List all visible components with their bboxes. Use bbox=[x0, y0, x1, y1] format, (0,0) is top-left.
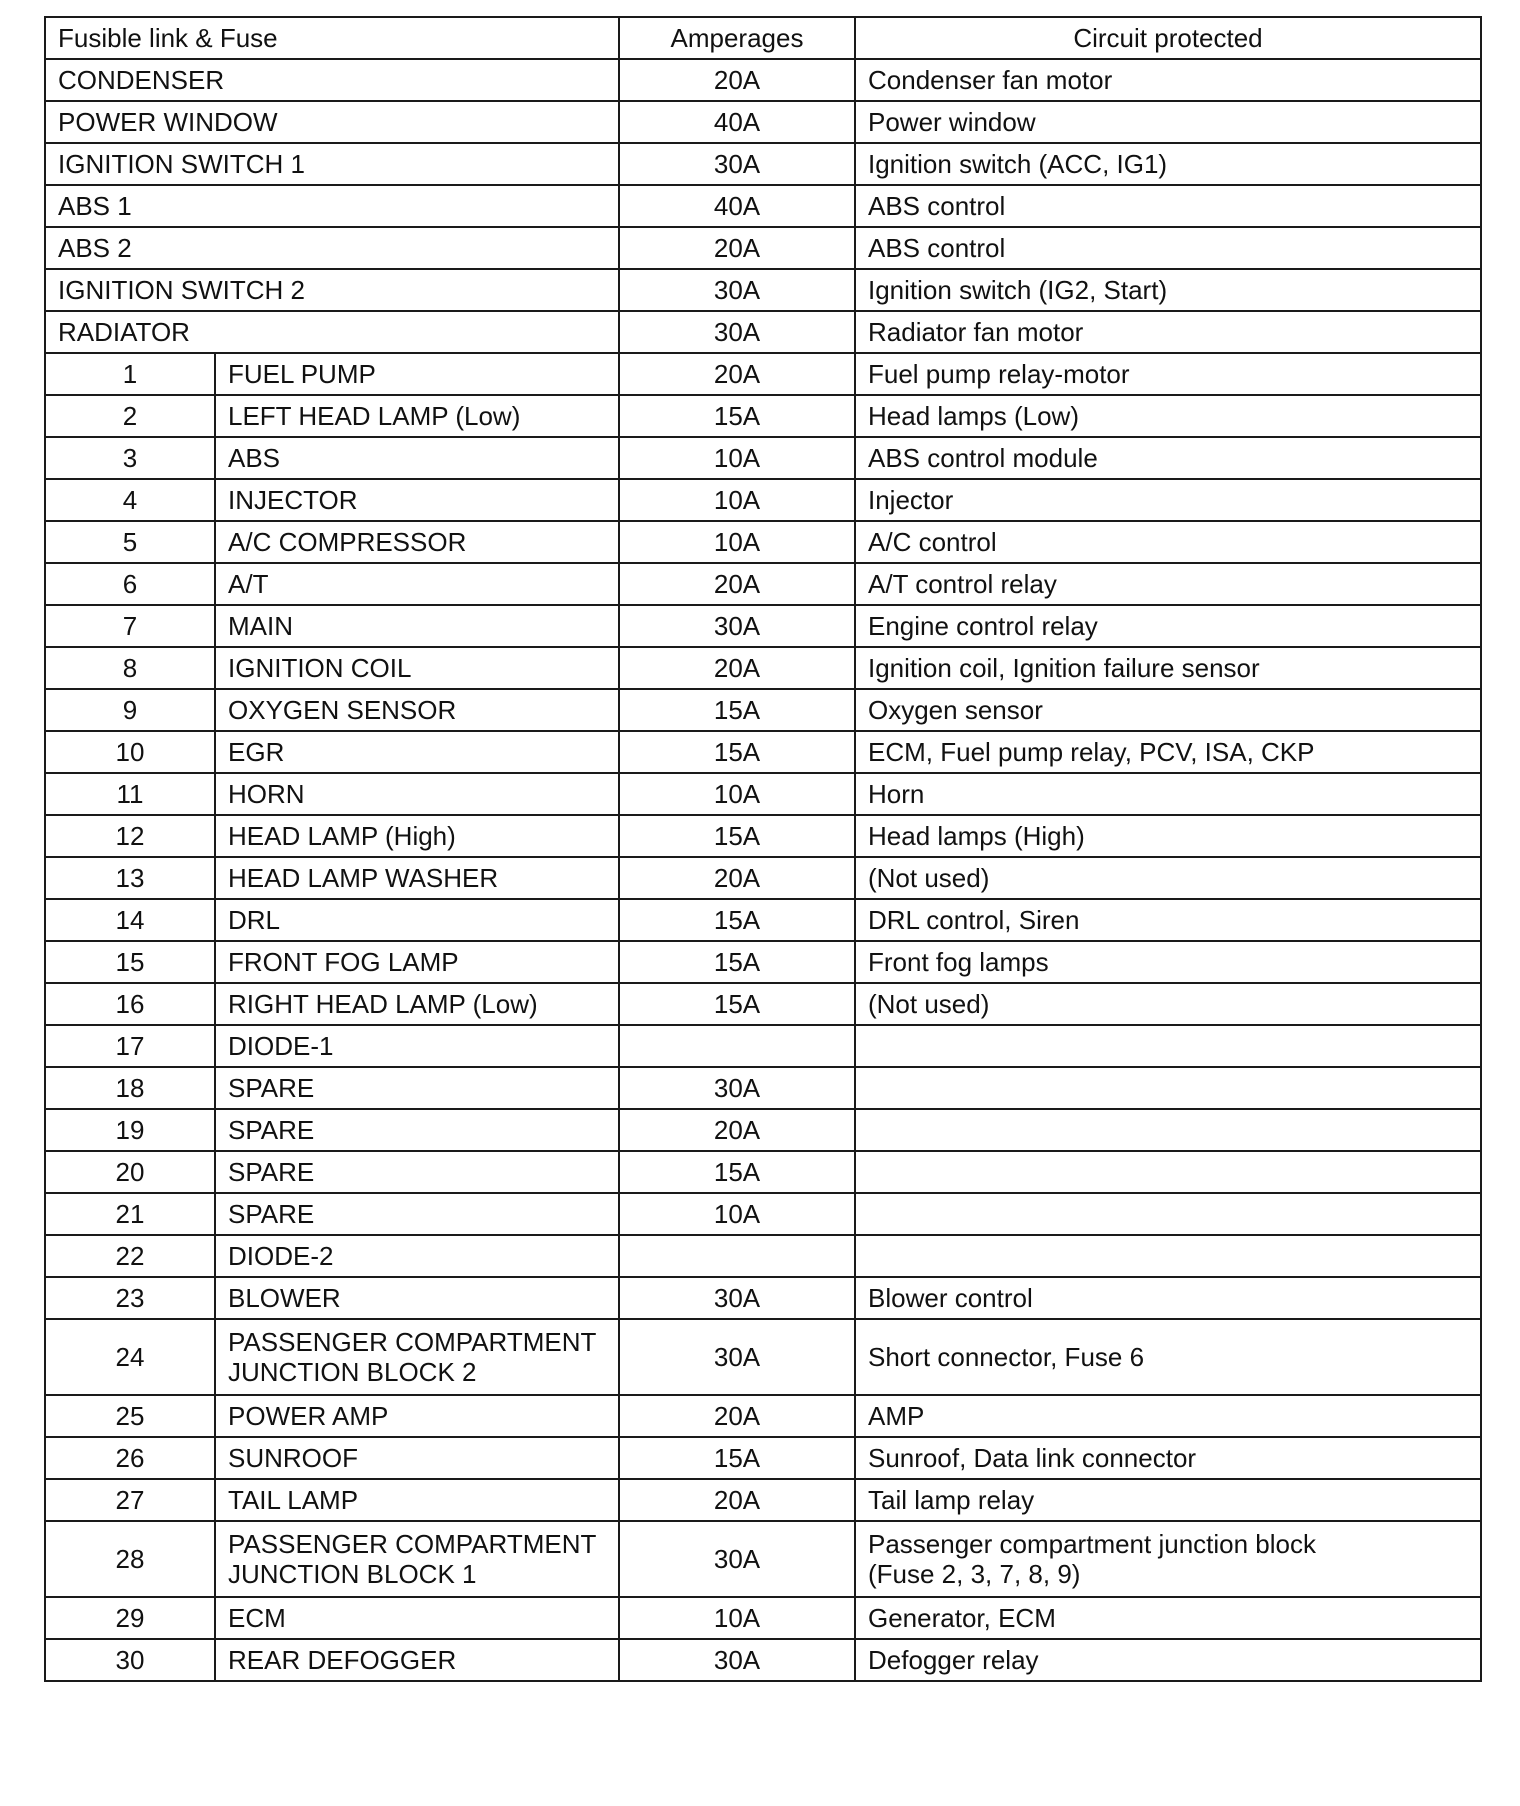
fuse-row bbox=[45, 1151, 1481, 1193]
fuse-amperage: 15A bbox=[619, 689, 855, 731]
fuse-name: EGR bbox=[215, 731, 619, 773]
fuse-number: 6 bbox=[45, 563, 215, 605]
link-amperage: 30A bbox=[619, 311, 855, 353]
fuse-amperage: 15A bbox=[619, 1151, 855, 1193]
fuse-circuit: Fuel pump relay-motor bbox=[855, 353, 1481, 395]
fuse-amperage: 15A bbox=[619, 731, 855, 773]
fuse-amperage: 10A bbox=[619, 521, 855, 563]
fuse-number: 16 bbox=[45, 983, 215, 1025]
fuse-number: 30 bbox=[45, 1639, 215, 1681]
fusible-link-row bbox=[45, 185, 1481, 227]
fuse-amperage: 20A bbox=[619, 353, 855, 395]
fuse-number: 22 bbox=[45, 1235, 215, 1277]
fuse-row bbox=[45, 773, 1481, 815]
fuse-row bbox=[45, 1025, 1481, 1067]
fuse-row bbox=[45, 1521, 1481, 1597]
link-name: ABS 1 bbox=[45, 185, 619, 227]
fuse-number: 12 bbox=[45, 815, 215, 857]
fuse-number: 18 bbox=[45, 1067, 215, 1109]
link-amperage: 30A bbox=[619, 269, 855, 311]
fuse-number: 1 bbox=[45, 353, 215, 395]
fuse-row bbox=[45, 1639, 1481, 1681]
link-circuit: Radiator fan motor bbox=[855, 311, 1481, 353]
fusible-link-row bbox=[45, 101, 1481, 143]
fuse-row bbox=[45, 437, 1481, 479]
link-amperage: 20A bbox=[619, 227, 855, 269]
fuse-name: A/C COMPRESSOR bbox=[215, 521, 619, 563]
fuse-circuit: Oxygen sensor bbox=[855, 689, 1481, 731]
fuse-amperage: 20A bbox=[619, 857, 855, 899]
fuse-number: 23 bbox=[45, 1277, 215, 1319]
header-fuse: Fusible link & Fuse bbox=[45, 17, 619, 59]
fuse-row bbox=[45, 1067, 1481, 1109]
fuse-name: RIGHT HEAD LAMP (Low) bbox=[215, 983, 619, 1025]
fuse-name: HORN bbox=[215, 773, 619, 815]
fuse-amperage: 20A bbox=[619, 647, 855, 689]
fusible-link-row bbox=[45, 269, 1481, 311]
fuse-number: 26 bbox=[45, 1437, 215, 1479]
fuse-circuit: Horn bbox=[855, 773, 1481, 815]
fuse-row bbox=[45, 1235, 1481, 1277]
fuse-circuit: Front fog lamps bbox=[855, 941, 1481, 983]
fuse-number: 17 bbox=[45, 1025, 215, 1067]
fuse-row bbox=[45, 479, 1481, 521]
fuse-name: PASSENGER COMPARTMENT JUNCTION BLOCK 2 bbox=[215, 1319, 619, 1395]
fuse-number: 7 bbox=[45, 605, 215, 647]
fuse-name: ABS bbox=[215, 437, 619, 479]
fuse-amperage: 15A bbox=[619, 941, 855, 983]
fuse-name: OXYGEN SENSOR bbox=[215, 689, 619, 731]
fuse-number: 13 bbox=[45, 857, 215, 899]
link-name: RADIATOR bbox=[45, 311, 619, 353]
fuse-circuit: A/C control bbox=[855, 521, 1481, 563]
fuse-circuit: ECM, Fuel pump relay, PCV, ISA, CKP bbox=[855, 731, 1481, 773]
fuse-number: 10 bbox=[45, 731, 215, 773]
fuse-number: 5 bbox=[45, 521, 215, 563]
fuse-circuit bbox=[855, 1025, 1481, 1067]
fusible-link-row bbox=[45, 143, 1481, 185]
fuse-number: 25 bbox=[45, 1395, 215, 1437]
fuse-number: 3 bbox=[45, 437, 215, 479]
link-name: IGNITION SWITCH 2 bbox=[45, 269, 619, 311]
fuse-row bbox=[45, 731, 1481, 773]
fuse-row bbox=[45, 1437, 1481, 1479]
fuse-circuit bbox=[855, 1151, 1481, 1193]
fuse-name: BLOWER bbox=[215, 1277, 619, 1319]
fuse-circuit: Short connector, Fuse 6 bbox=[855, 1319, 1481, 1395]
fuse-row bbox=[45, 1597, 1481, 1639]
fuse-name: A/T bbox=[215, 563, 619, 605]
fuse-row bbox=[45, 605, 1481, 647]
fuse-circuit: A/T control relay bbox=[855, 563, 1481, 605]
link-name: ABS 2 bbox=[45, 227, 619, 269]
fuse-amperage: 10A bbox=[619, 1597, 855, 1639]
fuse-amperage: 15A bbox=[619, 395, 855, 437]
fuse-amperage: 15A bbox=[619, 1437, 855, 1479]
fuse-amperage: 30A bbox=[619, 1521, 855, 1597]
fuse-row bbox=[45, 1109, 1481, 1151]
fuse-number: 15 bbox=[45, 941, 215, 983]
link-amperage: 20A bbox=[619, 59, 855, 101]
fuse-circuit bbox=[855, 1067, 1481, 1109]
fusible-link-row bbox=[45, 227, 1481, 269]
link-amperage: 30A bbox=[619, 143, 855, 185]
fuse-name: ECM bbox=[215, 1597, 619, 1639]
fuse-circuit bbox=[855, 1235, 1481, 1277]
fuse-name: LEFT HEAD LAMP (Low) bbox=[215, 395, 619, 437]
fuse-amperage: 15A bbox=[619, 983, 855, 1025]
fuse-circuit: DRL control, Siren bbox=[855, 899, 1481, 941]
fuse-amperage: 10A bbox=[619, 773, 855, 815]
fuse-circuit: Passenger compartment junction block (Fuse 2, 3, 7, 8, 9) bbox=[855, 1521, 1481, 1597]
fuse-circuit: Head lamps (Low) bbox=[855, 395, 1481, 437]
fuse-amperage: 20A bbox=[619, 1395, 855, 1437]
fuse-name: POWER AMP bbox=[215, 1395, 619, 1437]
fusible-link-row bbox=[45, 59, 1481, 101]
fuse-row bbox=[45, 941, 1481, 983]
fuse-name: TAIL LAMP bbox=[215, 1479, 619, 1521]
fuse-number: 29 bbox=[45, 1597, 215, 1639]
fuse-amperage: 10A bbox=[619, 1193, 855, 1235]
link-amperage: 40A bbox=[619, 101, 855, 143]
fuse-circuit: (Not used) bbox=[855, 983, 1481, 1025]
fuse-circuit: Injector bbox=[855, 479, 1481, 521]
fuse-number: 21 bbox=[45, 1193, 215, 1235]
fuse-name: SPARE bbox=[215, 1151, 619, 1193]
fuse-circuit: Sunroof, Data link connector bbox=[855, 1437, 1481, 1479]
link-circuit: Ignition switch (IG2, Start) bbox=[855, 269, 1481, 311]
fuse-name: IGNITION COIL bbox=[215, 647, 619, 689]
fuse-number: 27 bbox=[45, 1479, 215, 1521]
fuse-name: INJECTOR bbox=[215, 479, 619, 521]
fuse-amperage bbox=[619, 1235, 855, 1277]
fuse-row bbox=[45, 647, 1481, 689]
link-circuit: Power window bbox=[855, 101, 1481, 143]
fuse-number: 11 bbox=[45, 773, 215, 815]
fuse-name: FRONT FOG LAMP bbox=[215, 941, 619, 983]
fuse-name: REAR DEFOGGER bbox=[215, 1639, 619, 1681]
fuse-amperage: 20A bbox=[619, 563, 855, 605]
fuse-name: DIODE-2 bbox=[215, 1235, 619, 1277]
fuse-amperage: 30A bbox=[619, 1277, 855, 1319]
fuse-number: 24 bbox=[45, 1319, 215, 1395]
fuse-row bbox=[45, 521, 1481, 563]
fuse-circuit: Tail lamp relay bbox=[855, 1479, 1481, 1521]
fuse-circuit bbox=[855, 1193, 1481, 1235]
fuse-name: SPARE bbox=[215, 1067, 619, 1109]
header-row bbox=[45, 17, 1481, 59]
fuse-circuit: Engine control relay bbox=[855, 605, 1481, 647]
fuse-amperage: 30A bbox=[619, 1639, 855, 1681]
fuse-circuit: Defogger relay bbox=[855, 1639, 1481, 1681]
fuse-row bbox=[45, 395, 1481, 437]
fuse-name: DRL bbox=[215, 899, 619, 941]
fuse-amperage: 30A bbox=[619, 1067, 855, 1109]
fuse-name: DIODE-1 bbox=[215, 1025, 619, 1067]
fuse-name: SPARE bbox=[215, 1109, 619, 1151]
fuse-amperage bbox=[619, 1025, 855, 1067]
fuse-row bbox=[45, 563, 1481, 605]
fuse-amperage: 20A bbox=[619, 1109, 855, 1151]
fuse-amperage: 20A bbox=[619, 1479, 855, 1521]
fuse-circuit: Blower control bbox=[855, 1277, 1481, 1319]
fuse-circuit: AMP bbox=[855, 1395, 1481, 1437]
link-name: IGNITION SWITCH 1 bbox=[45, 143, 619, 185]
fuse-name: FUEL PUMP bbox=[215, 353, 619, 395]
fuse-number: 19 bbox=[45, 1109, 215, 1151]
fuse-row bbox=[45, 1395, 1481, 1437]
fuse-row bbox=[45, 1319, 1481, 1395]
fuse-row bbox=[45, 857, 1481, 899]
table-body bbox=[45, 59, 1481, 1681]
link-circuit: Condenser fan motor bbox=[855, 59, 1481, 101]
fuse-number: 20 bbox=[45, 1151, 215, 1193]
fuse-amperage: 30A bbox=[619, 1319, 855, 1395]
fuse-number: 4 bbox=[45, 479, 215, 521]
fuse-row bbox=[45, 899, 1481, 941]
fuse-table bbox=[44, 16, 1482, 1682]
fuse-name: MAIN bbox=[215, 605, 619, 647]
fuse-circuit: ABS control module bbox=[855, 437, 1481, 479]
fuse-amperage: 10A bbox=[619, 437, 855, 479]
fuse-row bbox=[45, 815, 1481, 857]
link-name: POWER WINDOW bbox=[45, 101, 619, 143]
link-circuit: Ignition switch (ACC, IG1) bbox=[855, 143, 1481, 185]
fuse-circuit: Ignition coil, Ignition failure sensor bbox=[855, 647, 1481, 689]
fuse-circuit: Generator, ECM bbox=[855, 1597, 1481, 1639]
fuse-row bbox=[45, 983, 1481, 1025]
fuse-row bbox=[45, 353, 1481, 395]
link-circuit: ABS control bbox=[855, 227, 1481, 269]
fuse-name: HEAD LAMP WASHER bbox=[215, 857, 619, 899]
fusible-link-row bbox=[45, 311, 1481, 353]
fuse-circuit: Head lamps (High) bbox=[855, 815, 1481, 857]
fuse-number: 14 bbox=[45, 899, 215, 941]
fuse-name: SUNROOF bbox=[215, 1437, 619, 1479]
fuse-row bbox=[45, 1193, 1481, 1235]
fuse-amperage: 30A bbox=[619, 605, 855, 647]
fuse-name: HEAD LAMP (High) bbox=[215, 815, 619, 857]
fuse-name: SPARE bbox=[215, 1193, 619, 1235]
fuse-number: 9 bbox=[45, 689, 215, 731]
link-name: CONDENSER bbox=[45, 59, 619, 101]
fuse-row bbox=[45, 689, 1481, 731]
header-amperage: Amperages bbox=[619, 17, 855, 59]
fuse-amperage: 15A bbox=[619, 815, 855, 857]
fuse-row bbox=[45, 1277, 1481, 1319]
fuse-circuit bbox=[855, 1109, 1481, 1151]
fuse-amperage: 15A bbox=[619, 899, 855, 941]
fuse-amperage: 10A bbox=[619, 479, 855, 521]
fuse-name: PASSENGER COMPARTMENT JUNCTION BLOCK 1 bbox=[215, 1521, 619, 1597]
link-amperage: 40A bbox=[619, 185, 855, 227]
fuse-number: 28 bbox=[45, 1521, 215, 1597]
header-circuit: Circuit protected bbox=[855, 17, 1481, 59]
fuse-number: 2 bbox=[45, 395, 215, 437]
fuse-number: 8 bbox=[45, 647, 215, 689]
fuse-circuit: (Not used) bbox=[855, 857, 1481, 899]
fuse-row bbox=[45, 1479, 1481, 1521]
link-circuit: ABS control bbox=[855, 185, 1481, 227]
